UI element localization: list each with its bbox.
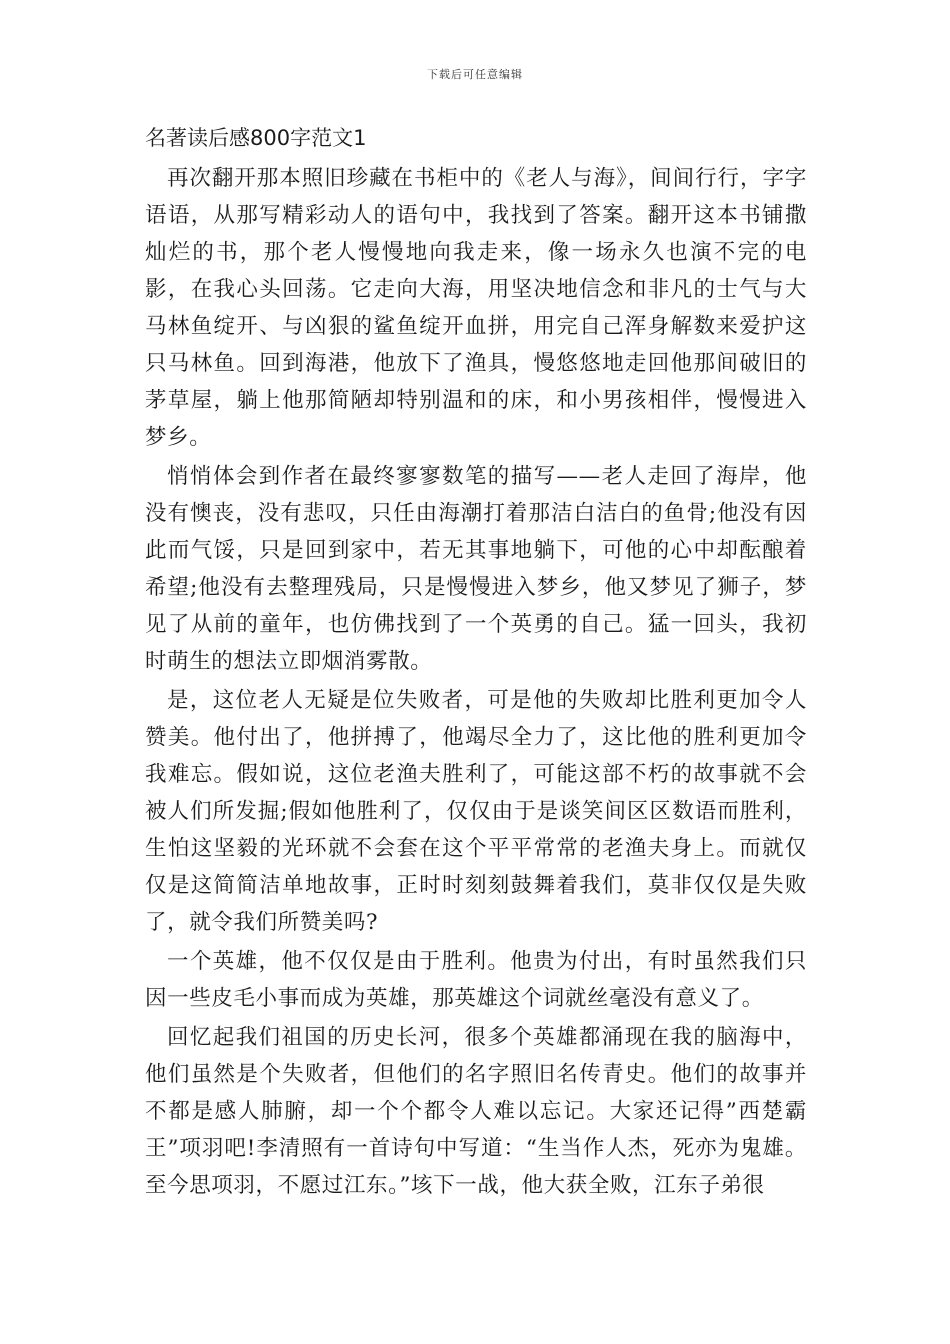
document-title: 名著读后感800字范文1 bbox=[145, 126, 367, 150]
paragraph-3: 是，这位老人无疑是位失败者，可是他的失败却比胜利更加令人赞美。他付出了，他拼搏了，他竭尽全力了，这比他的胜利更加令我难忘。假如说，这位老渔夫胜利了，可能这部不朽的故事就不会被人们所发掘;假如他胜利了，仅仅由于是谈笑间区区数语而胜利，生怕这坚毅的光环就不会套在这个平平常常的老渔夫身上。而就仅仅是这简简洁单地故事，正时时刻刻鼓舞着我们，莫非仅仅是失败了，就令我们所赞美吗? bbox=[145, 688, 807, 935]
paragraph-2: 悄悄体会到作者在最终寥寥数笔的描写——老人走回了海岸，他没有懊丧，没有悲叹，只任由海潮打着那洁白洁白的鱼骨;他没有因此而气馁，只是回到家中，若无其事地躺下，可他的心中却酝酿着希望;他没有去整理残局，只是慢慢进入梦乡，他又梦见了狮子，梦见了从前的童年，也仿佛找到了一个英勇的自己。猛一回头，我初时萌生的想法立即烟消雾散。 bbox=[145, 464, 807, 674]
paragraph-1: 再次翻开那本照旧珍藏在书柜中的《老人与海》，间间行行，字字语语，从那写精彩动人的语句中，我找到了答案。翻开这本书铺撒灿烂的书，那个老人慢慢地向我走来，像一场永久也演不完的电影，在我心头回荡。它走向大海，用坚决地信念和非凡的士气与大马林鱼绽开、与凶狠的鲨鱼绽开血拼，用完自己浑身解数来爱护这只马林鱼。回到海港，他放下了渔具，慢悠悠地走回他那间破旧的茅草屋，躺上他那简陋却特别温和的床，和小男孩相伴，慢慢进入梦乡。 bbox=[145, 166, 807, 450]
page-header: 下载后可任意编辑 bbox=[427, 68, 523, 81]
paragraph-4: 一个英雄，他不仅仅是由于胜利。他贵为付出，有时虽然我们只因一些皮毛小事而成为英雄，那英雄这个词就丝毫没有意义了。 bbox=[145, 949, 807, 1011]
document-body bbox=[145, 122, 807, 1206]
paragraph-5: 回忆起我们祖国的历史长河，很多个英雄都涌现在我的脑海中，他们虽然是个失败者，但他们的名字照旧名传青史。他们的故事并不都是感人肺腑，却一个个都令人难以忘记。大家还记得”西楚霸王”项羽吧!李清照有一首诗句中写道：“生当作人杰，死亦为鬼雄。至今思项羽，不愿过江东。”垓下一战，他大获全败，江东子弟很 bbox=[145, 1025, 807, 1198]
